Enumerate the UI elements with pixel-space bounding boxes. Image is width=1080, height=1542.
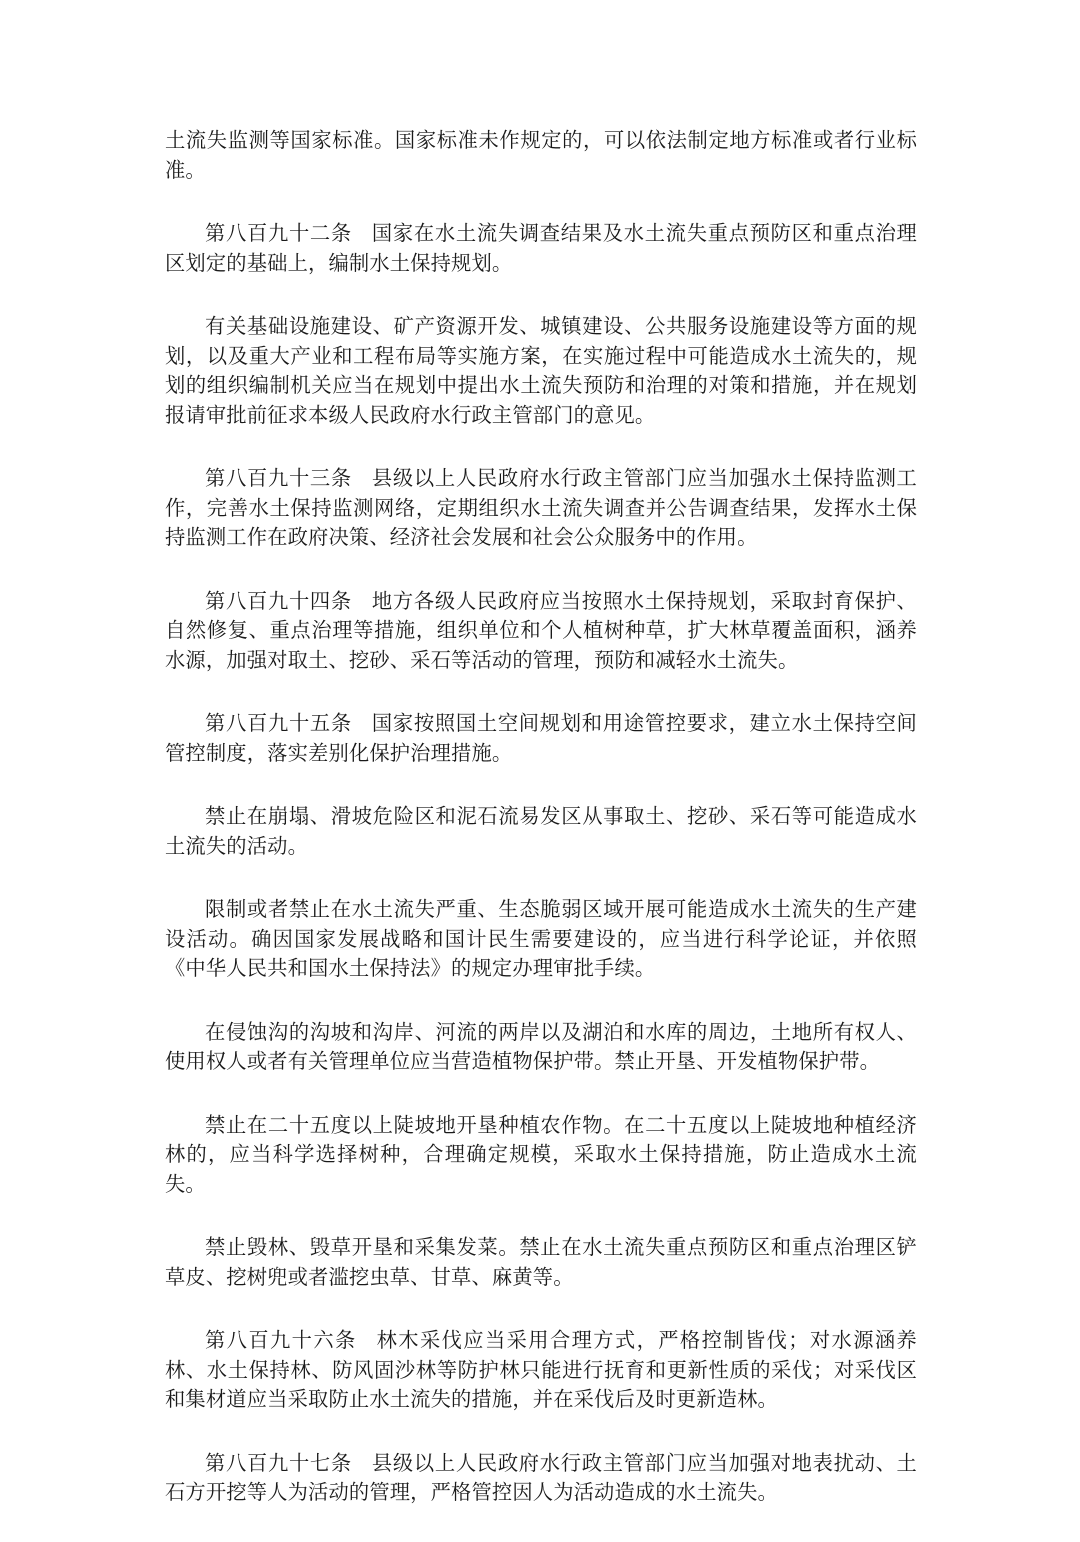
paragraph-text: 在侵蚀沟的沟坡和沟岸、河流的两岸以及湖泊和水库的周边，土地所有权人、使用权人或者有关管理单位应当营造植物保护带。禁止开垦、开发植物保护带。 xyxy=(165,1019,917,1073)
article-number: 第八百九十三条 xyxy=(205,466,352,490)
article-894 xyxy=(165,587,917,676)
paragraph-continuation xyxy=(165,126,917,185)
paragraph-text: 禁止在二十五度以上陡坡地开垦种植农作物。在二十五度以上陡坡地种植经济林的，应当科学选择树种，合理确定规模，采取水土保持措施，防止造成水土流失。 xyxy=(165,1112,917,1196)
article-number: 第八百九十二条 xyxy=(205,221,352,245)
article-number: 第八百九十四条 xyxy=(205,588,352,613)
paragraph-text: 禁止毁林、毁草开垦和采集发菜。禁止在水土流失重点预防区和重点治理区铲草皮、挖树兜或者滥挖虫草、甘草、麻黄等。 xyxy=(165,1235,917,1289)
article-number: 第八百九十七条 xyxy=(205,1450,352,1475)
paragraph-text: 县级以上人民政府水行政主管部门应当加强对地表扰动、土石方开挖等人为活动的管理，严格管控因人为活动造成的水土流失。 xyxy=(165,1450,917,1504)
article-number: 第八百九十六条 xyxy=(205,1328,357,1352)
paragraph-text: 县级以上人民政府水行政主管部门应当加强水土保持监测工作，完善水土保持监测网络，定期组织水土流失调查并公告调查结果，发挥水土保持监测工作在政府决策、经济社会发展和社会公众服务中的作用。 xyxy=(165,466,917,549)
paragraph-text: 限制或者禁止在水土流失严重、生态脆弱区域开展可能造成水土流失的生产建设活动。确因国家发展战略和国计民生需要建设的，应当进行科学论证，并依照《中华人民共和国水土保持法》的规定办理审批手续。 xyxy=(165,897,917,980)
paragraph xyxy=(165,1111,917,1200)
article-892 xyxy=(165,219,917,278)
paragraph-text: 土流失监测等国家标准。国家标准未作规定的，可以依法制定地方标准或者行业标准。 xyxy=(165,128,917,182)
paragraph-text: 禁止在崩塌、滑坡危险区和泥石流易发区从事取土、挖砂、采石等可能造成水土流失的活动。 xyxy=(165,804,917,858)
article-895 xyxy=(165,709,917,768)
paragraph-text: 国家在水土流失调查结果及水土流失重点预防区和重点治理区划定的基础上，编制水土保持规划。 xyxy=(165,221,917,275)
paragraph xyxy=(165,802,917,861)
paragraph xyxy=(165,1233,917,1292)
article-897 xyxy=(165,1449,917,1508)
article-number: 第八百九十五条 xyxy=(205,711,352,735)
paragraph xyxy=(165,312,917,430)
paragraph-text: 林木采伐应当采用合理方式，严格控制皆伐；对水源涵养林、水土保持林、防风固沙林等防护林只能进行抚育和更新性质的采伐；对采伐区和集材道应当采取防止水土流失的措施，并在采伐后及时更新造林。 xyxy=(165,1328,917,1411)
document-body xyxy=(165,126,917,1542)
article-896 xyxy=(165,1326,917,1415)
paragraph-text: 地方各级人民政府应当按照水土保持规划，采取封育保护、自然修复、重点治理等措施，组织单位和个人植树种草，扩大林草覆盖面积，涵养水源，加强对取土、挖砂、采石等活动的管理，预防和减轻水土流失。 xyxy=(165,588,917,672)
paragraph xyxy=(165,1018,917,1077)
paragraph-text: 有关基础设施建设、矿产资源开发、城镇建设、公共服务设施建设等方面的规划，以及重大产业和工程布局等实施方案，在实施过程中可能造成水土流失的，规划的组织编制机关应当在规划中提出水土流失预防和治理的对策和措施，并在规划报请审批前征求本级人民政府水行政主管部门的意见。 xyxy=(165,314,917,427)
paragraph-text: 国家按照国土空间规划和用途管控要求，建立水土保持空间管控制度，落实差别化保护治理措施。 xyxy=(165,711,917,765)
paragraph xyxy=(165,895,917,984)
article-893 xyxy=(165,464,917,553)
